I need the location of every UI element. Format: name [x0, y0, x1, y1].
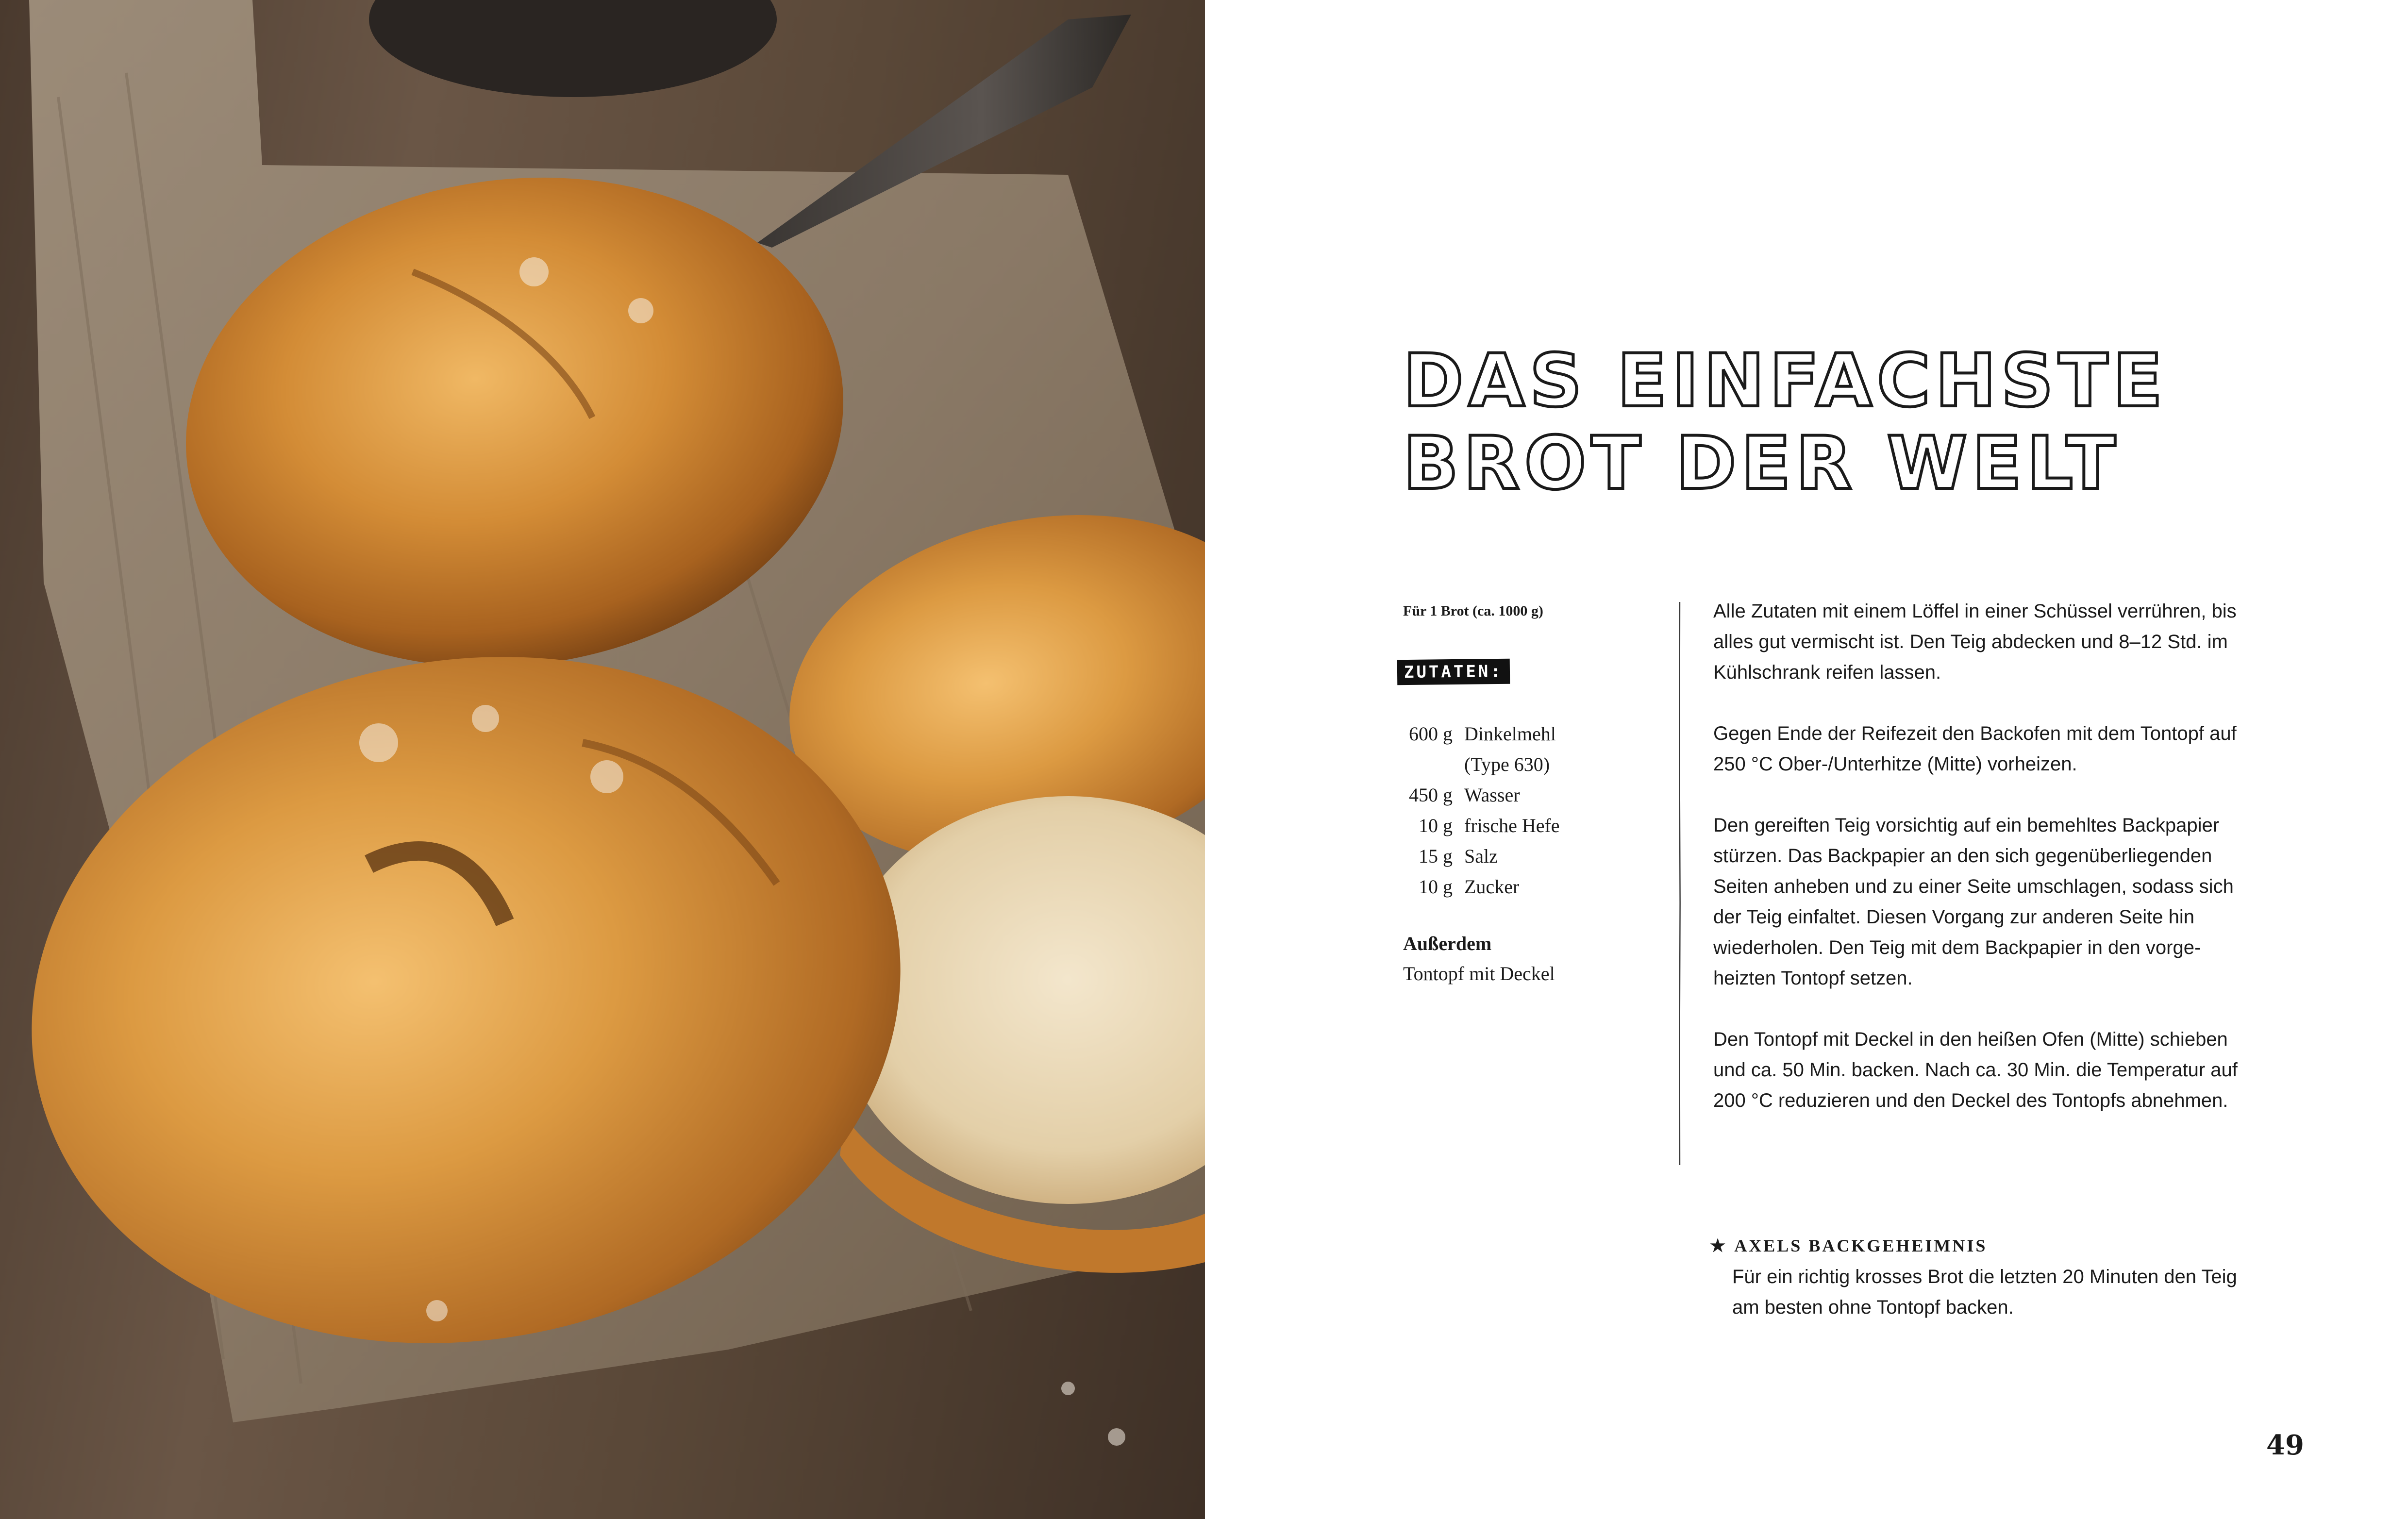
- ingredient-item: [1394, 780, 1695, 810]
- ingredient-name: frische Hefe: [1464, 815, 1560, 836]
- ingredients-label: ZUTATEN:: [1397, 659, 1510, 685]
- star-icon: ★: [1710, 1236, 1728, 1255]
- extra-equipment-heading: Außerdem: [1403, 933, 1492, 954]
- ingredient-name: Dinkelmehl: [1464, 723, 1556, 745]
- ingredient-item: [1394, 841, 1695, 871]
- ingredient-item: [1394, 810, 1695, 841]
- instruction-step: Alle Zutaten mit einem Löffel in einer Schüssel verrühren, bis alles gut vermischt ist. Den Teig abdecken und 8–12 Std. im Kühlschrank reifen lassen.: [1713, 601, 2237, 683]
- ingredient-quantity: 600 g: [1409, 723, 1453, 745]
- page-number: 49: [2266, 1429, 2304, 1461]
- tip-text: Für ein richtig krosses Brot die letzten 20 Minuten den Teig am besten ohne Tontopf backen.: [1732, 1266, 2237, 1318]
- ingredient-name: Zucker: [1464, 876, 1520, 898]
- ingredient-item: [1394, 718, 1695, 749]
- ingredient-quantity: 450 g: [1409, 784, 1453, 806]
- instructions: [1713, 596, 2247, 1147]
- tip-heading-row: [1710, 1235, 2244, 1256]
- instruction-step: Den gereiften Teig vorsichtig auf ein bemehltes Backpapier stürzen. Das Backpapier an den sich gegenüberliegenden Seiten anheben und zu einer Seite umschlagen, sodass sich der Teig einfaltet. Diesen Vorgang zur anderen Seite hin wiederholen. Den Teig mit dem Backpapier in den vorgeheizten Tontopf setzen.: [1713, 815, 2234, 989]
- column-divider: [1679, 602, 1681, 1165]
- recipe-page: [1205, 0, 2408, 1519]
- serving-size: Für 1 Brot (ca. 1000 g): [1403, 603, 1543, 619]
- recipe-title: DAS EINFACHSTE BROT DER WELT: [1403, 339, 2168, 506]
- ingredient-name: Wasser: [1464, 784, 1520, 806]
- pot-shape: [369, 0, 777, 97]
- ingredients-list: [1394, 718, 1695, 902]
- tip-heading: AXELS BACKGEHEIMNIS: [1734, 1236, 1988, 1255]
- ingredient-quantity: 15 g: [1419, 845, 1453, 867]
- instruction-step: Den Tontopf mit Deckel in den heißen Ofen (Mitte) schieben und ca. 50 Min. backen. Nach ca. 30 Min. die Temperatur auf 200 °C reduzieren und den Deckel des Tontopfs abnehmen.: [1713, 1029, 2238, 1111]
- ingredient-name: Salz: [1464, 845, 1498, 867]
- ingredient-quantity: 10 g: [1419, 876, 1453, 898]
- ingredient-name: (Type 630): [1464, 753, 1550, 775]
- extra-equipment-item: Tontopf mit Deckel: [1403, 963, 1555, 985]
- ingredient-item: [1394, 871, 1695, 902]
- ingredient-quantity: 10 g: [1419, 815, 1453, 836]
- baking-tip: [1710, 1235, 2244, 1323]
- instruction-step: Gegen Ende der Reifezeit den Backofen mit dem Tontopf auf 250 °C Ober-/Unterhitze (Mitte) vorheizen.: [1713, 723, 2237, 775]
- ingredient-item: [1394, 749, 1695, 780]
